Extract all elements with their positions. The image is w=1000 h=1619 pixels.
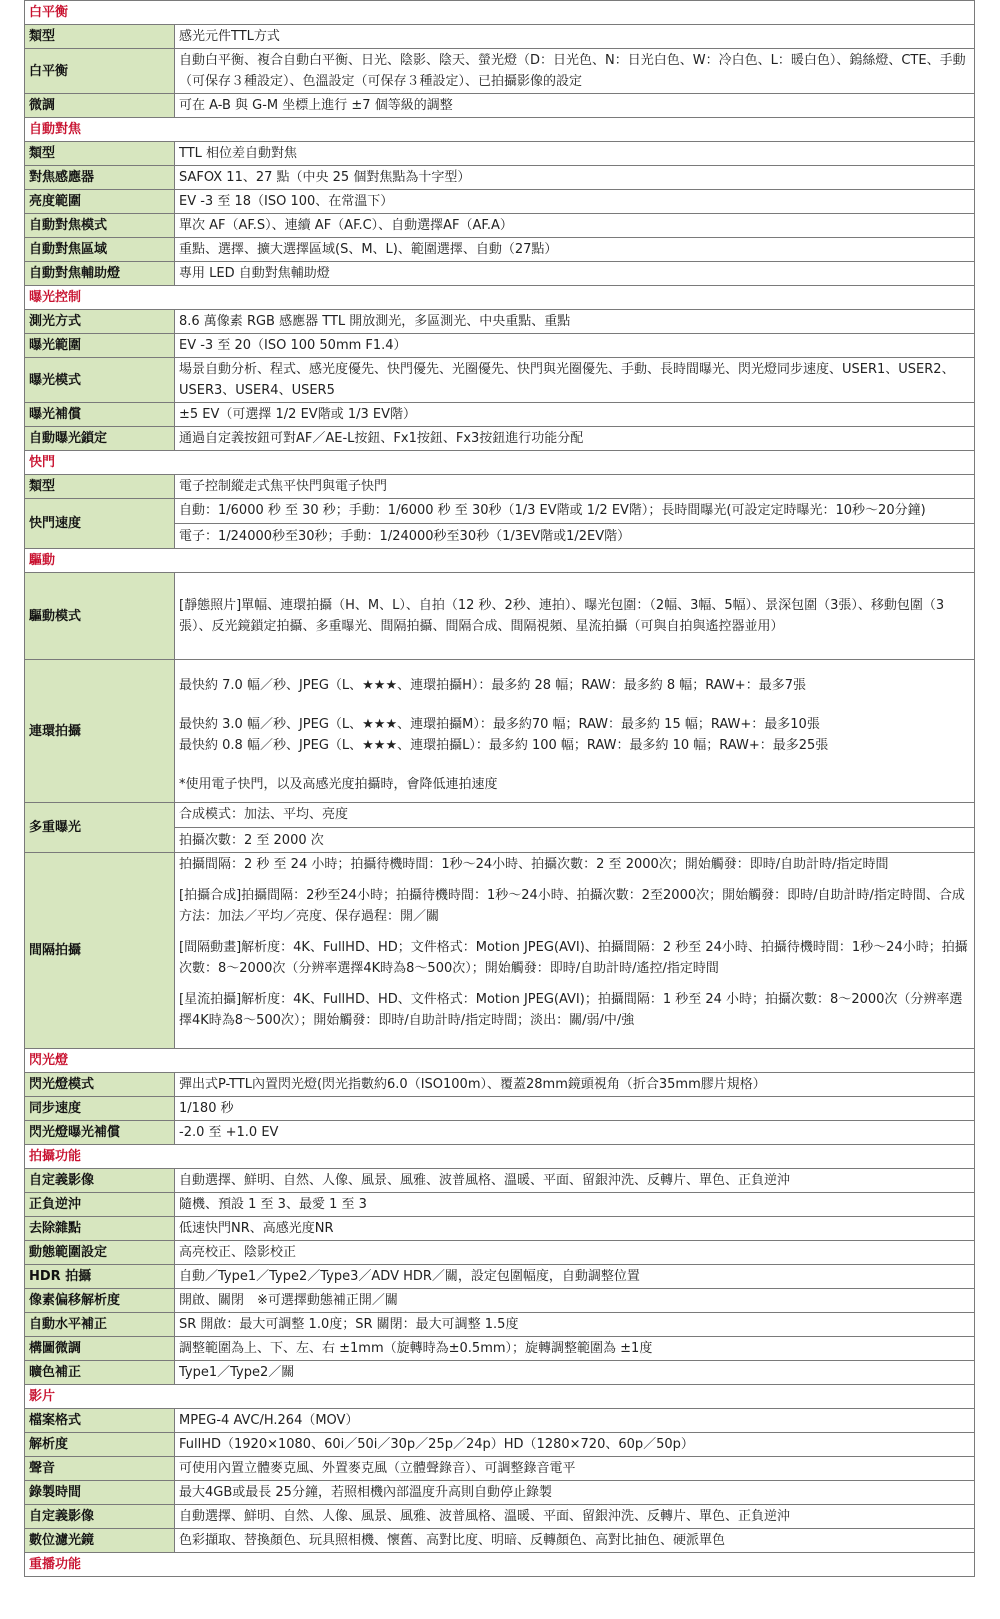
spec-row — [25, 403, 975, 427]
section-title: 驅動 — [25, 549, 175, 573]
section-title: 閃光燈 — [25, 1049, 175, 1073]
spec-value-line: 單次 AF（AF.S）、連續 AF（AF.C）、自動選擇AF（AF.A） — [179, 218, 513, 233]
spec-value — [175, 1241, 975, 1265]
cell-divider — [175, 523, 974, 524]
spec-label: 快門速度 — [25, 499, 175, 549]
spec-row — [25, 94, 975, 118]
spec-value-line: 調整範圍為上、下、左、右 ±1mm（旋轉時為±0.5mm）；旋轉調整範圍為 ±1度 — [179, 1341, 653, 1356]
spec-value-line: 重點、選擇、擴大選擇區域(S、M、L)、範圍選擇、自動（27點） — [179, 242, 558, 257]
spec-value-line: FullHD（1920×1080、60i／50i／30p／25p／24p）HD（1280×720、60p／50p） — [179, 1437, 694, 1452]
spec-label: 曝光補償 — [25, 403, 175, 427]
spec-value — [175, 166, 975, 190]
spec-row — [25, 1097, 975, 1121]
section-header-row — [25, 1049, 975, 1073]
spec-row — [25, 803, 975, 853]
spec-value-line: EV -3 至 18（ISO 100、在常溫下） — [179, 194, 394, 209]
spec-value-line: 合成模式：加法、平均、亮度 — [179, 807, 349, 822]
spec-value-line: MPEG-4 AVC/H.264（MOV） — [179, 1413, 359, 1428]
spec-value — [175, 238, 975, 262]
spec-value — [175, 214, 975, 238]
spec-label: 曠色補正 — [25, 1361, 175, 1385]
spec-row — [25, 573, 975, 660]
spec-value — [175, 1313, 975, 1337]
spec-value — [175, 660, 975, 803]
spec-label: 檔案格式 — [25, 1409, 175, 1433]
section-header-row — [25, 1145, 975, 1169]
spec-value — [175, 1337, 975, 1361]
spec-label: 同步速度 — [25, 1097, 175, 1121]
spec-value — [175, 94, 975, 118]
spec-row — [25, 262, 975, 286]
section-header-row — [25, 118, 975, 142]
spec-row — [25, 1505, 975, 1529]
section-header-row — [25, 1385, 975, 1409]
section-title: 影片 — [25, 1385, 175, 1409]
spec-label: 解析度 — [25, 1433, 175, 1457]
spec-row — [25, 142, 975, 166]
section-title: 白平衡 — [25, 1, 175, 25]
section-spacer — [175, 1385, 975, 1409]
spec-label: 錄製時間 — [25, 1481, 175, 1505]
spec-value-line: 拍攝次數：2 至 2000 次 — [179, 833, 324, 848]
spec-label: 曝光模式 — [25, 358, 175, 403]
section-spacer — [175, 286, 975, 310]
spec-value-line: 色彩擷取、替換顏色、玩具照相機、懷舊、高對比度、明暗、反轉顏色、高對比抽色、硬派單色 — [179, 1533, 726, 1548]
spec-label: 閃光燈曝光補償 — [25, 1121, 175, 1145]
section-title: 重播功能 — [25, 1553, 175, 1577]
section-header-row — [25, 286, 975, 310]
spec-value-line: 彈出式P-TTL內置閃光燈(閃光指數約6.0（ISO100m）、覆蓋28mm鏡頭視角（折合35mm膠片規格） — [179, 1077, 766, 1092]
spec-value — [175, 1073, 975, 1097]
spec-value-line: 自動白平衡、複合自動白平衡、日光、陰影、陰天、螢光燈（D：日光色、N：日光白色、W：冷白色、L：暖白色）、鎢絲燈、CTE、手動（可保存３種設定）、色溫設定（可保存３種設定）、已拍攝影像的設定 — [179, 53, 966, 89]
spec-label: 正負逆沖 — [25, 1193, 175, 1217]
spec-value-line: 隨機、預設 1 至 3、最愛 1 至 3 — [179, 1197, 367, 1212]
spec-label: 動態範圍設定 — [25, 1241, 175, 1265]
spec-row — [25, 1313, 975, 1337]
spec-value-line: 高亮校正、陰影校正 — [179, 1245, 297, 1260]
spec-row — [25, 1217, 975, 1241]
spec-value — [175, 262, 975, 286]
spec-value — [175, 1457, 975, 1481]
spec-label: 自定義影像 — [25, 1169, 175, 1193]
spec-value — [175, 1289, 975, 1313]
spec-value-line: SAFOX 11、27 點（中央 25 個對焦點為十字型） — [179, 170, 471, 185]
spec-value — [175, 142, 975, 166]
spec-row — [25, 49, 975, 94]
spec-row — [25, 1289, 975, 1313]
spec-value — [175, 1409, 975, 1433]
spec-value-line: [星流拍攝]解析度：4K、FullHD、HD、文件格式：Motion JPEG(AVI)；拍攝間隔：1 秒至 24 小時；拍攝次數：8～2000次（分辨率選擇4K時為8～500次）；開始觸發：即時/自助計時/指定時間；淡出：關/弱/中/強 — [179, 992, 963, 1028]
spec-row — [25, 1481, 975, 1505]
spec-value — [175, 25, 975, 49]
spec-label: 自動曝光鎖定 — [25, 427, 175, 451]
section-header-row — [25, 1553, 975, 1577]
spec-label: 類型 — [25, 25, 175, 49]
spec-row — [25, 190, 975, 214]
spec-label: 閃光燈模式 — [25, 1073, 175, 1097]
spec-row — [25, 1241, 975, 1265]
spec-value — [175, 475, 975, 499]
spec-row — [25, 1193, 975, 1217]
spec-row — [25, 238, 975, 262]
spec-label: 間隔拍攝 — [25, 853, 175, 1049]
spec-value-line: [靜態照片]單幅、連環拍攝（H、M、L）、自拍（12 秒、2秒、連拍）、曝光包圍：（2幅、3幅、5幅）、景深包圍（3張）、移動包圍（3張）、反光鏡鎖定拍攝、多重曝光、間隔拍攝、間隔合成、間隔視頻、星流拍攝（可與自拍與遙控器並用） — [179, 598, 945, 634]
spec-value-line: 開啟、關閉 ※可選擇動態補正開／關 — [179, 1293, 398, 1308]
spec-value-line: 通過自定義按鈕可對AF／AE-L按鈕、Fx1按鈕、Fx3按鈕進行功能分配 — [179, 431, 584, 446]
spec-value — [175, 1529, 975, 1553]
spec-value-line: [拍攝合成]拍攝間隔：2秒至24小時；拍攝待機時間：1秒～24小時、拍攝次數：2至2000次；開始觸發：即時/自助計時/指定時間、合成方法：加法／平均／亮度、保存過程：開／關 — [179, 888, 965, 924]
spec-row — [25, 1433, 975, 1457]
spec-value-line: 電子：1/24000秒至30秒；手動：1/24000秒至30秒（1/3EV階或1/2EV階） — [179, 529, 631, 544]
spec-row — [25, 475, 975, 499]
spec-value-line: 感光元件TTL方式 — [179, 29, 280, 44]
spec-value — [175, 358, 975, 403]
section-header-row — [25, 451, 975, 475]
spec-value-line: -2.0 至 +1.0 EV — [179, 1125, 279, 1140]
spec-value-line: 低速快門NR、高感光度NR — [179, 1221, 334, 1236]
spec-value-line: TTL 相位差自動對焦 — [179, 146, 298, 161]
spec-value — [175, 403, 975, 427]
section-title: 自動對焦 — [25, 118, 175, 142]
spec-row — [25, 214, 975, 238]
spec-value-line: 自動選擇、鮮明、自然、人像、風景、風雅、波普風格、溫暖、平面、留銀沖洗、反轉片、單色、正負逆沖 — [179, 1509, 791, 1524]
spec-label: 對焦感應器 — [25, 166, 175, 190]
spec-value-line: [間隔動畫]解析度：4K、FullHD、HD；文件格式：Motion JPEG(AVI)、拍攝間隔：2 秒至 24小時、拍攝待機時間：1秒～24小時；拍攝次數：8～2000次（分辨率選擇4K時為8～500次）；開始觸發：即時/自助計時/遙控/指定時間 — [179, 940, 968, 976]
spec-value-line: 拍攝間隔：2 秒 至 24 小時；拍攝待機時間：1秒～24小時、拍攝次數：2 至 2000次；開始觸發：即時/自助計時/指定時間 — [179, 857, 889, 872]
spec-value — [175, 1505, 975, 1529]
spec-value — [175, 190, 975, 214]
spec-row — [25, 1121, 975, 1145]
spec-value — [175, 49, 975, 94]
spec-label: 多重曝光 — [25, 803, 175, 853]
cell-divider — [175, 827, 974, 828]
spec-value-line: 可使用內置立體麥克風、外置麥克風（立體聲錄音）、可調整錄音電平 — [179, 1461, 576, 1476]
spec-value-line: EV -3 至 20（ISO 100 50mm F1.4） — [179, 338, 407, 353]
spec-row — [25, 1337, 975, 1361]
spec-row — [25, 166, 975, 190]
spec-value-line: 專用 LED 自動對焦輔助燈 — [179, 266, 330, 281]
spec-value-line: 8.6 萬像素 RGB 感應器 TTL 開放測光，多區測光、中央重點、重點 — [179, 314, 571, 329]
spec-label: 類型 — [25, 475, 175, 499]
spec-table-body — [25, 1, 975, 1577]
spec-table — [24, 0, 975, 1577]
spec-value-line: 自動選擇、鮮明、自然、人像、風景、風雅、波普風格、溫暖、平面、留銀沖洗、反轉片、單色、正負逆沖 — [179, 1173, 791, 1188]
spec-label: 微調 — [25, 94, 175, 118]
spec-row — [25, 358, 975, 403]
spec-value — [175, 1121, 975, 1145]
spec-value-line: 電子控制縱走式焦平快門與電子快門 — [179, 479, 388, 494]
section-spacer — [175, 1145, 975, 1169]
spec-row — [25, 1073, 975, 1097]
spec-label: 自動對焦區域 — [25, 238, 175, 262]
spec-label: 去除雜點 — [25, 1217, 175, 1241]
spec-value — [175, 573, 975, 660]
spec-value-line: 最快約 7.0 幅／秒、JPEG（L、★★★、連環拍攝H）：最多約 28 幅；RAW：最多約 8 幅；RAW+：最多7張 — [179, 678, 806, 693]
spec-value — [175, 310, 975, 334]
spec-label: 自動水平補正 — [25, 1313, 175, 1337]
spec-value-line: 最快約 3.0 幅／秒、JPEG（L、★★★、連環拍攝M）：最多約70 幅；RAW：最多約 15 幅；RAW+：最多10張 — [179, 717, 820, 732]
spec-row — [25, 1457, 975, 1481]
spec-label: 像素偏移解析度 — [25, 1289, 175, 1313]
section-spacer — [175, 1049, 975, 1073]
spec-label: 數位濾光鏡 — [25, 1529, 175, 1553]
spec-value — [175, 427, 975, 451]
spec-value — [175, 334, 975, 358]
spec-value — [175, 1361, 975, 1385]
spec-row — [25, 310, 975, 334]
spec-row — [25, 660, 975, 803]
spec-value-line: 最快約 0.8 幅／秒、JPEG（L、★★★、連環拍攝L）：最多約 100 幅；RAW：最多約 10 幅；RAW+：最多25張 — [179, 738, 829, 753]
spec-row — [25, 499, 975, 549]
spec-value-line: 最大4GB或最長 25分鐘，若照相機內部溫度升高則自動停止錄製 — [179, 1485, 552, 1500]
section-spacer — [175, 549, 975, 573]
spec-label: 構圖微調 — [25, 1337, 175, 1361]
spec-label: 連環拍攝 — [25, 660, 175, 803]
spec-value — [175, 1193, 975, 1217]
spec-row — [25, 1409, 975, 1433]
spec-label: 測光方式 — [25, 310, 175, 334]
spec-value-line: 自動／Type1／Type2／Type3／ADV HDR／關，設定包圍幅度，自動調整位置 — [179, 1269, 640, 1284]
section-title: 拍攝功能 — [25, 1145, 175, 1169]
spec-label: 驅動模式 — [25, 573, 175, 660]
spec-row — [25, 853, 975, 1049]
section-header-row — [25, 1, 975, 25]
section-spacer — [175, 1553, 975, 1577]
spec-value-line: Type1／Type2／關 — [179, 1365, 295, 1380]
spec-label: 自動對焦模式 — [25, 214, 175, 238]
spec-value-line: 場景自動分析、程式、感光度優先、快門優先、光圈優先、快門與光圈優先、手動、長時間曝光、閃光燈同步速度、USER1、USER2、USER3、USER4、USER5 — [179, 362, 955, 398]
spec-value-line: 自動：1/6000 秒 至 30 秒；手動：1/6000 秒 至 30秒（1/3 EV階或 1/2 EV階）；長時間曝光(可設定定時曝光：10秒～20分鐘) — [179, 503, 926, 518]
section-title: 曝光控制 — [25, 286, 175, 310]
spec-value — [175, 1097, 975, 1121]
spec-row — [25, 1361, 975, 1385]
spec-label: 自動對焦輔助燈 — [25, 262, 175, 286]
spec-row — [25, 427, 975, 451]
spec-value — [175, 499, 975, 549]
spec-value-line: SR 開啟：最大可調整 1.0度；SR 關閉：最大可調整 1.5度 — [179, 1317, 519, 1332]
spec-row — [25, 1169, 975, 1193]
section-spacer — [175, 1, 975, 25]
spec-label: 亮度範圍 — [25, 190, 175, 214]
section-spacer — [175, 451, 975, 475]
spec-label: 白平衡 — [25, 49, 175, 94]
spec-value — [175, 1433, 975, 1457]
spec-row — [25, 1265, 975, 1289]
spec-value-line: 1/180 秒 — [179, 1101, 234, 1116]
spec-value-line: 可在 A-B 與 G-M 坐標上進行 ±7 個等級的調整 — [179, 98, 453, 113]
section-spacer — [175, 118, 975, 142]
spec-label: 曝光範圍 — [25, 334, 175, 358]
spec-row — [25, 334, 975, 358]
spec-row — [25, 25, 975, 49]
spec-value-line: ±5 EV（可選擇 1/2 EV階或 1/3 EV階） — [179, 407, 416, 422]
spec-value — [175, 1481, 975, 1505]
spec-value — [175, 853, 975, 1049]
spec-label: HDR 拍攝 — [25, 1265, 175, 1289]
spec-label: 聲音 — [25, 1457, 175, 1481]
spec-label: 自定義影像 — [25, 1505, 175, 1529]
spec-label: 類型 — [25, 142, 175, 166]
spec-value — [175, 1217, 975, 1241]
spec-value — [175, 1265, 975, 1289]
spec-row — [25, 1529, 975, 1553]
section-title: 快門 — [25, 451, 175, 475]
section-header-row — [25, 549, 975, 573]
spec-value-line: *使用電子快門，以及高感光度拍攝時，會降低連拍速度 — [179, 777, 498, 792]
spec-value — [175, 803, 975, 853]
spec-value — [175, 1169, 975, 1193]
